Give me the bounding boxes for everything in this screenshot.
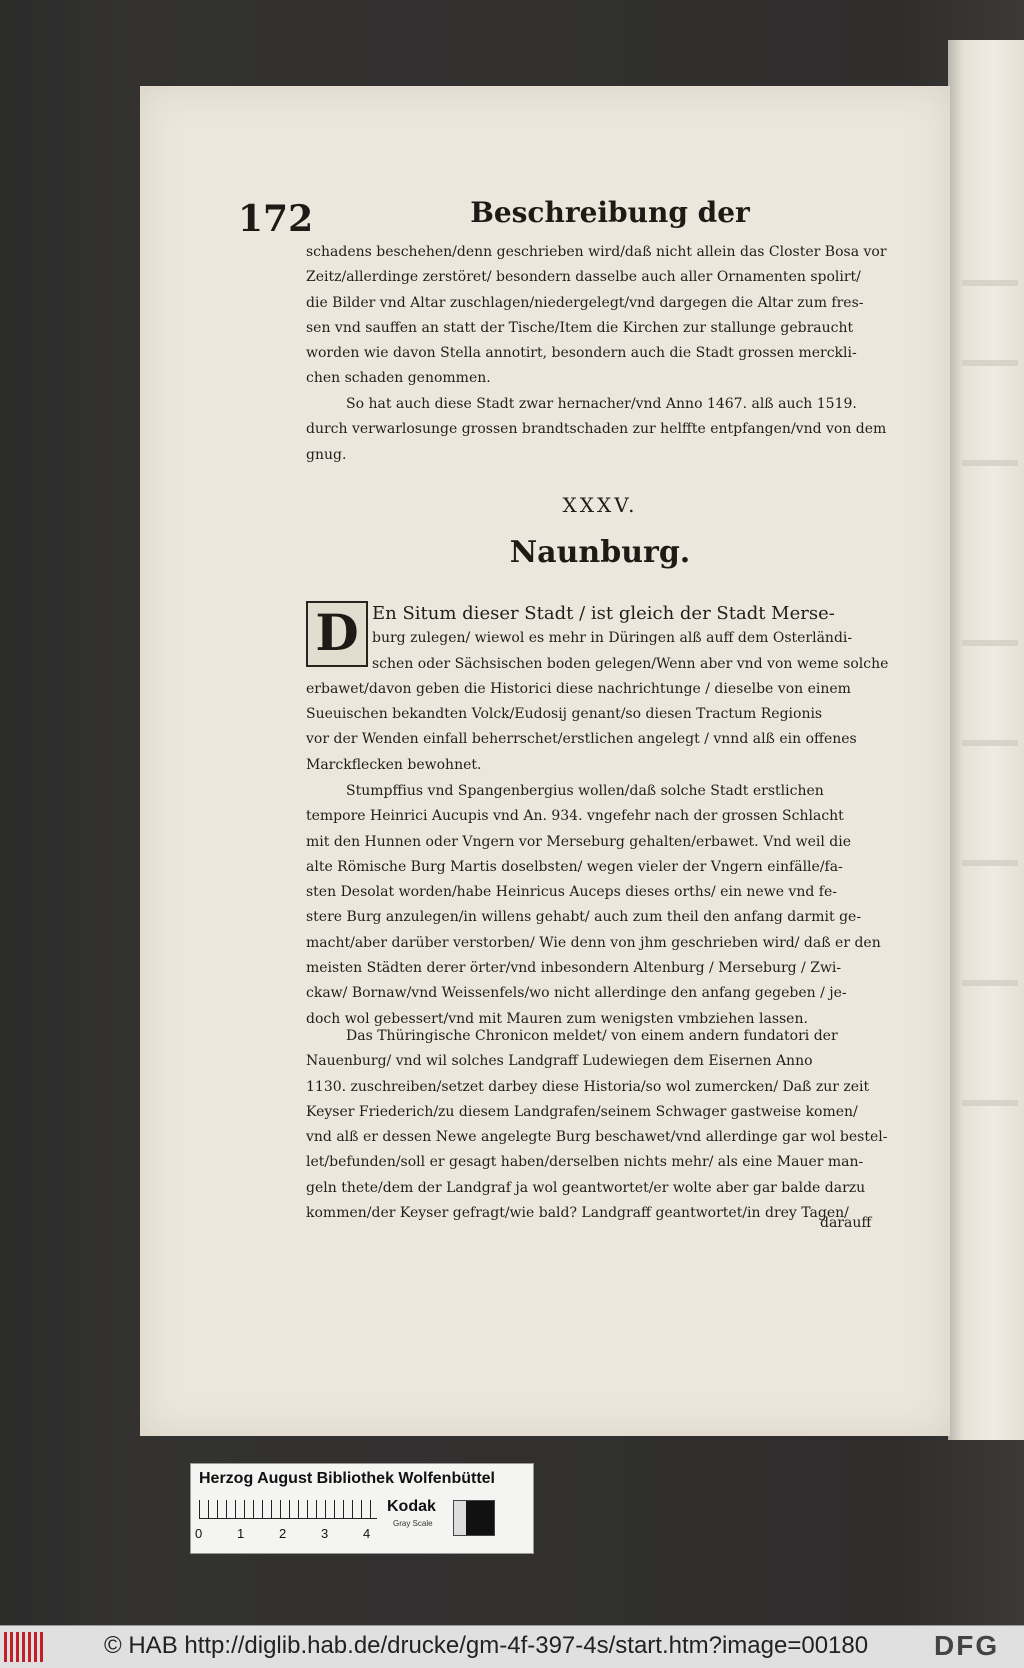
text-line: vor der Wenden einfall beherrschet/erstlichen angelegt / vnnd alß ein offenes xyxy=(306,731,857,748)
scale-ruler xyxy=(199,1500,377,1519)
text-line: worden wie davon Stella annotirt, besondern auch die Stadt grossen merckli- xyxy=(306,345,857,362)
gray-scale-label: Gray Scale xyxy=(393,1519,433,1528)
dfg-logo: DFG xyxy=(934,1630,1000,1661)
kodak-brand: Kodak xyxy=(387,1498,436,1515)
first-paragraph xyxy=(306,601,908,778)
text-line: let/befunden/soll er gesagt haben/derselben nichts mehr/ als eine Mauer man- xyxy=(306,1154,864,1171)
text-line: doch wol gebessert/vnd mit Mauren zum wenigsten vmbziehen lassen. xyxy=(306,1010,808,1027)
hab-logo-icon xyxy=(4,1632,44,1662)
text-line: schen oder Sächsischen boden gelegen/Wenn aber vnd von weme solche xyxy=(372,655,889,672)
ruler-number: 2 xyxy=(279,1526,287,1541)
library-name: Herzog August Bibliothek Wolfenbüttel xyxy=(199,1470,495,1487)
text-line: ckaw/ Bornaw/vnd Weissenfels/wo nicht allerdinge den anfang gegeben / je- xyxy=(306,985,847,1002)
text-line: Keyser Friederich/zu diesem Landgrafen/seinem Schwager gastweise komen/ xyxy=(306,1103,858,1120)
bleed-through-line xyxy=(962,360,1018,366)
decorated-initial: D xyxy=(306,601,368,667)
text-line: tempore Heinrici Aucupis vnd An. 934. vngefehr nach der grossen Schlacht xyxy=(306,808,844,825)
text-line: alte Römische Burg Martis doselbsten/ wegen vieler der Vngern einfälle/fa- xyxy=(306,858,843,875)
text-line: Marckflecken bewohnet. xyxy=(306,756,482,773)
catchword: darauff xyxy=(820,1215,872,1231)
text-line: Sueuischen bekandten Volck/Eudosij genant/so diesen Tractum Regionis xyxy=(306,706,823,723)
text-line: sten Desolat worden/habe Heinricus Auceps dieses orths/ ein newe vnd fe- xyxy=(306,884,837,901)
text-line: kommen/der Keyser gefragt/wie bald? Landgraff geantwortet/in drey Tagen/ xyxy=(306,1205,849,1222)
ruler-number: 4 xyxy=(363,1526,371,1541)
intro-paragraph xyxy=(306,240,908,392)
bleed-through-line xyxy=(962,280,1018,286)
ruler-number: 1 xyxy=(237,1526,245,1541)
source-url[interactable]: © HAB http://diglib.hab.de/drucke/gm-4f-397-4s/start.htm?image=00180 xyxy=(104,1632,869,1659)
second-paragraph xyxy=(306,392,908,468)
text-line: stere Burg anzulegen/in willens gehabt/ auch zum theil den anfang darmit ge- xyxy=(306,909,862,926)
text-line: schadens beschehen/denn geschrieben wird/daß nicht allein das Closter Bosa vor xyxy=(306,244,887,260)
text-line: Nauenburg/ vnd wil solches Landgraff Ludewiegen dem Eisernen Anno xyxy=(306,1053,813,1070)
bleed-through-line xyxy=(962,740,1018,746)
text-line: So hat auch diese Stadt zwar hernacher/vnd Anno 1467. alß auch 1519. xyxy=(346,396,857,412)
bleed-through-line xyxy=(962,860,1018,866)
fourth-paragraph xyxy=(306,779,908,1032)
viewer-footer xyxy=(0,1625,1024,1668)
text-line: burg zulegen/ wiewol es mehr in Düringen alß auff dem Osterländi- xyxy=(372,630,853,647)
fifth-paragraph xyxy=(306,1024,908,1226)
bleed-through-line xyxy=(962,640,1018,646)
text-line: mit den Hunnen oder Vngern vor Merseburg gehalten/erbawet. Vnd weil die xyxy=(306,833,852,850)
bleed-through-line xyxy=(962,980,1018,986)
chapter-title: Naunburg. xyxy=(509,535,691,570)
text-line: Stumpffius vnd Spangenbergius wollen/daß solche Stadt erstlichen xyxy=(346,783,824,799)
text-line: Zeitz/allerdinge zerstöret/ besondern dasselbe auch aller Ornamenten spolirt/ xyxy=(306,269,861,286)
text-line: En Situm dieser Stadt / ist gleich der Stadt Merse- xyxy=(372,603,835,624)
library-color-card xyxy=(190,1463,534,1554)
text-line: sen vnd sauffen an statt der Tische/Item die Kirchen zur stallunge gebraucht xyxy=(306,319,854,336)
text-line: die Bilder vnd Altar zuschlagen/niedergelegt/vnd dargegen die Altar zum fres- xyxy=(306,294,864,311)
bleed-through-line xyxy=(962,460,1018,466)
text-line: durch verwarlosunge grossen brandtschaden zur helffte entpfangen/vnd von dem xyxy=(306,421,887,438)
text-line: chen schaden genommen. xyxy=(306,370,491,387)
text-line: meisten Städten derer örter/vnd inbesondern Altenburg / Merseburg / Zwi- xyxy=(306,960,842,977)
text-line: macht/aber darüber verstorben/ Wie denn von jhm geschrieben wird/ daß er den xyxy=(306,934,881,951)
ruler-number: 3 xyxy=(321,1526,329,1541)
running-head: Beschreibung der xyxy=(470,196,750,229)
text-line: 1130. zuschreiben/setzet darbey diese Historia/so wol zumercken/ Daß zur zeit xyxy=(306,1078,870,1095)
text-line: erbawet/davon geben die Historici diese nachrichtunge / dieselbe von einem xyxy=(306,680,851,697)
facing-page-edge xyxy=(948,40,1024,1440)
text-line: vnd alß er dessen Newe angelegte Burg beschawet/vnd allerdinge gar wol bestel- xyxy=(306,1129,888,1146)
text-line: gnug. xyxy=(306,446,347,463)
chapter-number: XXXV. xyxy=(562,493,638,517)
text-line: Das Thüringische Chronicon meldet/ von einem andern fundatori der xyxy=(346,1028,838,1044)
gray-patch xyxy=(453,1500,495,1536)
bleed-through-line xyxy=(962,1100,1018,1106)
text-line: geln thete/dem der Landgraf ja wol geantwortet/er wolte aber gar balde darzu xyxy=(306,1179,866,1196)
ruler-number: 0 xyxy=(195,1526,203,1541)
page-number: 172 xyxy=(238,198,314,240)
